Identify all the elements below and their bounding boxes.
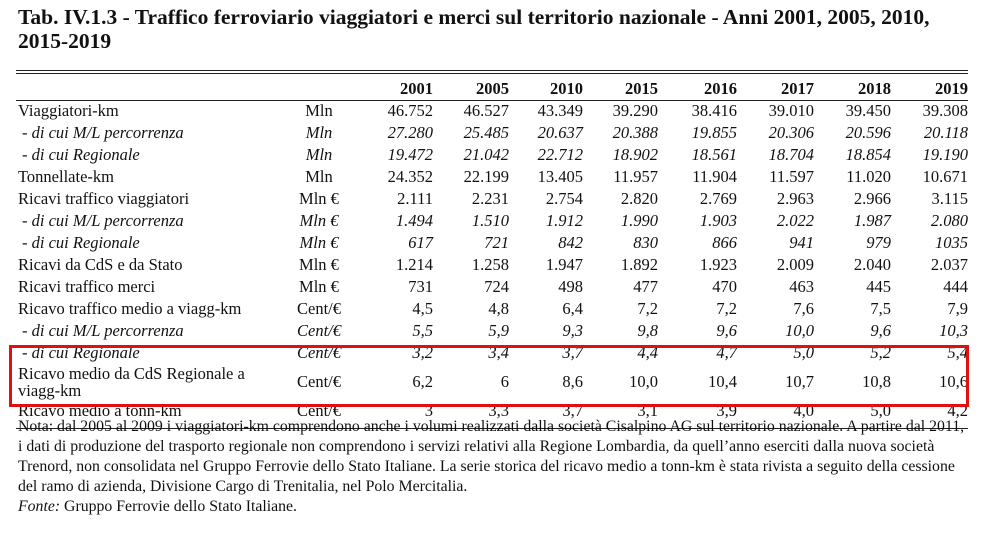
row-value: 477 [633, 277, 658, 296]
row-value: 2.966 [853, 189, 891, 208]
row-value: 7,5 [870, 299, 891, 318]
row-value: 3,4 [488, 343, 509, 362]
row-value: 3,7 [562, 343, 583, 362]
row-value: 8,6 [562, 372, 583, 391]
row-value: 10,8 [862, 372, 891, 391]
row-value: 4,7 [716, 343, 737, 362]
row-value: 39.010 [768, 101, 814, 120]
row-unit: Mln € [299, 277, 339, 296]
row-value: 10,0 [785, 321, 814, 340]
row-value: 6 [500, 372, 509, 391]
row-value: 11.904 [692, 167, 737, 186]
row-value: 7,6 [793, 299, 814, 318]
row-value: 1.214 [395, 255, 433, 274]
row-value: 2.037 [930, 255, 968, 274]
row-value: 5,0 [870, 401, 891, 420]
row-value: 2.040 [853, 255, 891, 274]
row-value: 3 [424, 401, 433, 420]
row-value: 10,4 [708, 372, 737, 391]
row-value: 731 [408, 277, 433, 296]
top-rule [16, 70, 968, 71]
row-value: 7,2 [716, 299, 737, 318]
row-value: 1.510 [471, 211, 509, 230]
row-value: 5,0 [793, 343, 814, 362]
year-header: 2010 [550, 79, 583, 98]
row-value: 38.416 [691, 101, 737, 120]
row-value: 46.527 [463, 101, 509, 120]
row-value: 11.957 [613, 167, 658, 186]
row-value: 5,9 [488, 321, 509, 340]
row-value: 20.596 [845, 123, 891, 142]
row-value: 10,7 [785, 372, 814, 391]
row-value: 3,1 [637, 401, 658, 420]
row-unit: Cent/€ [297, 299, 341, 318]
note-text: Nota: dal 2005 al 2009 i viaggiatori-km comprendono anche i volumi realizzati dalla società Cisalpino AG sul territorio nazionale. A partire dal 2011, i dati di produzione del trasporto regionale non comprendono i servizi relativi alla Regione Lombardia, da quell’anno eserciti dalla nuova società Trenord, non consolidata nel Gruppo Ferrovie dello Stato Italiane. La serie storica del ricavo medio a tonn-km è stata rivista a seguito della cessione del ramo di azienda, Divisione Cargo di Trenitalia, nel Polo Mercitalia. [18, 418, 965, 495]
row-value: 1.903 [699, 211, 737, 230]
year-header: 2005 [476, 79, 509, 98]
row-label: Tonnellate-km [18, 167, 114, 186]
year-header: 2015 [625, 79, 658, 98]
row-unit: Cent/€ [297, 372, 341, 391]
table-row [16, 144, 968, 166]
row-value: 11.597 [769, 167, 814, 186]
table-row [16, 298, 968, 320]
row-value: 5,4 [947, 343, 968, 362]
row-value: 5,5 [412, 321, 433, 340]
row-value: 979 [866, 233, 891, 252]
row-value: 10,0 [629, 372, 658, 391]
row-label: Ricavi traffico viaggiatori [18, 189, 190, 208]
year-header: 2018 [858, 79, 891, 98]
row-label: - di cui Regionale [22, 145, 140, 164]
row-value: 11.020 [846, 167, 891, 186]
row-unit: Cent/€ [297, 321, 341, 340]
row-label: Ricavo medio a tonn-km [18, 401, 182, 420]
row-value: 19.190 [922, 145, 968, 164]
table-row [16, 320, 968, 342]
row-value: 39.308 [922, 101, 968, 120]
row-value: 2.769 [699, 189, 737, 208]
header-rule [16, 100, 968, 101]
row-value: 498 [558, 277, 583, 296]
row-unit: Cent/€ [297, 343, 341, 362]
year-header: 2019 [935, 79, 968, 98]
row-value: 2.080 [930, 211, 968, 230]
row-value: 10,6 [939, 372, 968, 391]
row-label: Ricavi traffico merci [18, 277, 156, 296]
table-row [16, 166, 968, 188]
source-text: Gruppo Ferrovie dello Stato Italiane. [60, 498, 298, 515]
row-value: 830 [633, 233, 658, 252]
row-value: 9,8 [637, 321, 658, 340]
row-value: 1.892 [620, 255, 658, 274]
row-label: - di cui M/L percorrenza [22, 321, 184, 340]
row-value: 445 [866, 277, 891, 296]
row-value: 4,0 [793, 401, 814, 420]
year-header: 2001 [400, 79, 433, 98]
row-unit: Mln [305, 145, 333, 164]
row-value: 19.855 [691, 123, 737, 142]
row-value: 463 [789, 277, 814, 296]
year-header: 2016 [704, 79, 737, 98]
row-value: 13.405 [537, 167, 583, 186]
table-row [16, 100, 968, 122]
table-row [16, 210, 968, 232]
row-value: 842 [558, 233, 583, 252]
row-label: - di cui Regionale [22, 233, 140, 252]
row-value: 1.258 [471, 255, 509, 274]
row-value: 10,3 [939, 321, 968, 340]
row-value: 4,2 [947, 401, 968, 420]
row-label: Ricavo traffico medio a viagg-km [18, 299, 242, 318]
row-value: 9,6 [716, 321, 737, 340]
row-value: 22.199 [463, 167, 509, 186]
row-value: 866 [712, 233, 737, 252]
footnote [18, 417, 970, 517]
row-label: Ricavi da CdS e da Stato [18, 255, 183, 274]
row-unit: Mln € [299, 255, 339, 274]
row-value: 2.963 [776, 189, 814, 208]
header-row [16, 78, 968, 100]
table-row [16, 342, 968, 364]
row-value: 1.990 [620, 211, 658, 230]
row-value: 3,2 [412, 343, 433, 362]
data-table [16, 78, 968, 422]
row-value: 941 [789, 233, 814, 252]
row-value: 3,9 [716, 401, 737, 420]
table-row [16, 364, 968, 400]
header-unit [278, 78, 360, 100]
table-row [16, 276, 968, 298]
row-value: 43.349 [537, 101, 583, 120]
row-value: 18.902 [612, 145, 658, 164]
table-row [16, 122, 968, 144]
row-value: 4,8 [488, 299, 509, 318]
row-value: 25.485 [463, 123, 509, 142]
row-value: 1035 [935, 233, 968, 252]
row-value: 3.115 [931, 189, 968, 208]
row-value: 27.280 [387, 123, 433, 142]
row-label: - di cui Regionale [22, 343, 140, 362]
row-value: 721 [484, 233, 509, 252]
row-value: 20.637 [537, 123, 583, 142]
row-value: 724 [484, 277, 509, 296]
row-value: 21.042 [463, 145, 509, 164]
row-value: 24.352 [387, 167, 433, 186]
row-value: 10.671 [922, 167, 968, 186]
table-row [16, 188, 968, 210]
table-body [16, 100, 968, 422]
row-value: 39.450 [845, 101, 891, 120]
row-unit: Cent/€ [297, 401, 341, 420]
row-value: 20.388 [612, 123, 658, 142]
row-value: 9,3 [562, 321, 583, 340]
row-value: 3,7 [562, 401, 583, 420]
row-value: 19.472 [387, 145, 433, 164]
row-value: 2.754 [545, 189, 583, 208]
row-label: Ricavo medio da CdS Regionale a viagg-km [18, 364, 245, 400]
row-value: 22.712 [537, 145, 583, 164]
row-value: 7,2 [637, 299, 658, 318]
row-value: 2.111 [397, 189, 433, 208]
row-label: - di cui M/L percorrenza [22, 211, 184, 230]
row-value: 2.022 [776, 211, 814, 230]
row-value: 18.561 [691, 145, 737, 164]
row-value: 2.231 [471, 189, 509, 208]
row-unit: Mln € [299, 233, 339, 252]
row-value: 46.752 [387, 101, 433, 120]
row-unit: Mln € [299, 211, 339, 230]
row-value: 470 [712, 277, 737, 296]
row-value: 20.118 [923, 123, 968, 142]
row-unit: Mln [305, 167, 333, 186]
row-value: 1.947 [545, 255, 583, 274]
row-unit: Mln [305, 123, 333, 142]
row-label: - di cui M/L percorrenza [22, 123, 184, 142]
year-header: 2017 [781, 79, 814, 98]
row-value: 6,4 [562, 299, 583, 318]
row-value: 4,5 [412, 299, 433, 318]
row-value: 7,9 [947, 299, 968, 318]
row-value: 1.987 [853, 211, 891, 230]
row-value: 3,3 [488, 401, 509, 420]
row-value: 2.820 [620, 189, 658, 208]
row-value: 18.704 [768, 145, 814, 164]
row-value: 1.912 [545, 211, 583, 230]
top-rule-2 [16, 73, 968, 74]
source-label: Fonte: [18, 498, 61, 515]
table-title: Tab. IV.1.3 - Traffico ferroviario viaggiatori e merci sul territorio nazionale - Anni 2001, 2005, 2010, 2015-2019 [18, 5, 930, 53]
row-unit: Mln € [299, 189, 339, 208]
row-value: 4,4 [637, 343, 658, 362]
header-label [16, 78, 278, 100]
row-value: 1.494 [395, 211, 433, 230]
row-unit: Mln [305, 101, 333, 120]
row-value: 39.290 [612, 101, 658, 120]
row-value: 2.009 [776, 255, 814, 274]
table-row [16, 254, 968, 276]
row-value: 1.923 [699, 255, 737, 274]
row-value: 5,2 [870, 343, 891, 362]
row-value: 617 [408, 233, 433, 252]
row-value: 6,2 [412, 372, 433, 391]
row-value: 9,6 [870, 321, 891, 340]
row-value: 444 [943, 277, 968, 296]
row-value: 20.306 [768, 123, 814, 142]
row-label: Viaggiatori-km [18, 101, 119, 120]
row-value: 18.854 [845, 145, 891, 164]
table-row [16, 232, 968, 254]
